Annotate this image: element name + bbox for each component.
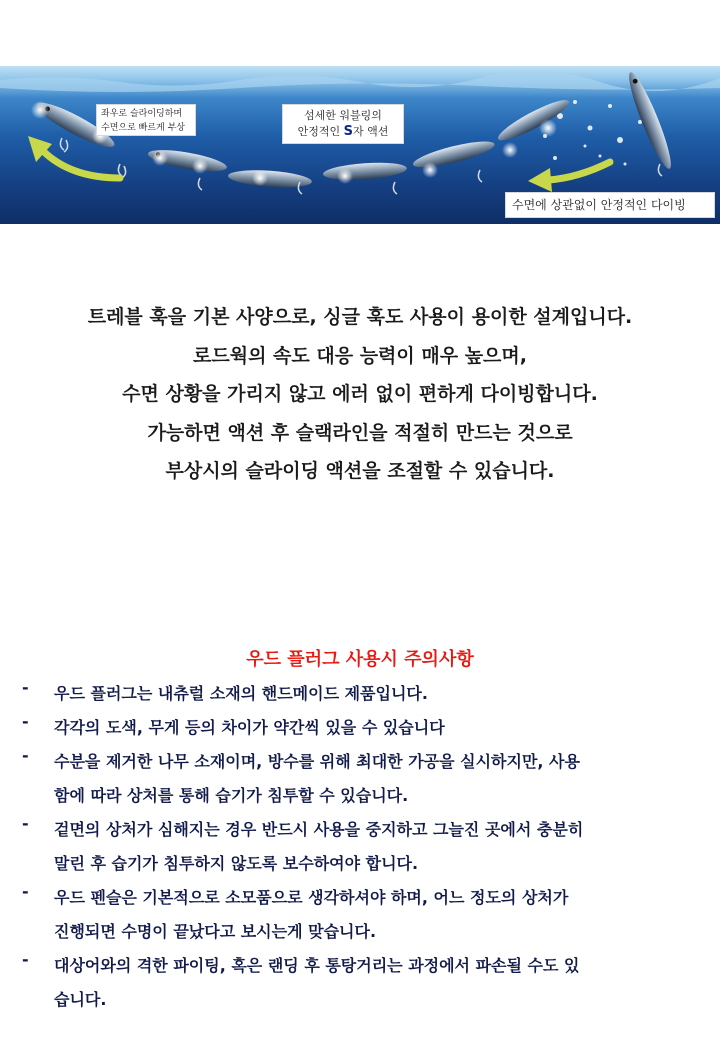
notice-title: 우드 플러그 사용시 주의사항 bbox=[246, 649, 474, 670]
notice-item-text: 진행되면 수명이 끝났다고 보시는게 맞습니다. bbox=[54, 922, 377, 941]
description-line: 부상시의 슬라이딩 액션을 조절할 수 있습니다. bbox=[165, 460, 555, 482]
notice-item-text: 겉면의 상처가 심해지는 경우 반드시 사용을 중지하고 그늘진 곳에서 충분히 bbox=[54, 820, 584, 839]
notice-item bbox=[0, 746, 720, 814]
callout-wobble bbox=[282, 104, 404, 144]
dive-arrow bbox=[528, 162, 610, 192]
notice-item-text: 수분을 제거한 나무 소재이며, 방수를 위해 최대한 가공을 실시하지만, 사용 bbox=[54, 752, 580, 771]
notice-item bbox=[0, 814, 720, 882]
callout-rise-line-2: 수면으로 빠르게 부상 bbox=[101, 123, 185, 133]
product-description bbox=[0, 298, 720, 491]
description-line: 트레블 훅을 기본 사양으로, 싱글 훅도 사용이 용이한 설계입니다. bbox=[87, 306, 633, 328]
notice-item-text: 말린 후 습기가 침투하지 않도록 보수하여야 합니다. bbox=[54, 854, 419, 873]
bullet-dash: - bbox=[22, 950, 29, 969]
callout-wobble-line-2 bbox=[289, 124, 397, 140]
callout-wobble-s: S bbox=[343, 124, 353, 139]
notice-item-text: 우드 펜슬은 기본적으로 소모품으로 생각하셔야 하며, 어느 정도의 상처가 bbox=[54, 888, 569, 907]
description-line: 수면 상황을 가리지 않고 에러 없이 편하게 다이빙합니다. bbox=[122, 383, 598, 405]
callout-wobble-line-1: 섬세한 워블링의 bbox=[304, 109, 382, 122]
notice-item-text: 우드 플러그는 내츄럴 소재의 핸드메이드 제품입니다. bbox=[54, 684, 428, 703]
callout-wobble-suffix: 자 액션 bbox=[353, 125, 389, 138]
callout-wobble-prefix: 안정적인 bbox=[297, 125, 344, 138]
callout-rise-line-1: 좌우로 슬라이딩하며 bbox=[101, 109, 183, 119]
notice-item-text: 각각의 도색, 무게 등의 차이가 약간씩 있을 수 있습니다 bbox=[54, 718, 445, 737]
notice-item bbox=[0, 882, 720, 950]
water-surface bbox=[0, 71, 720, 92]
notice-item-text: 습니다. bbox=[54, 990, 107, 1009]
notice-item-text: 함에 따라 상처를 통해 습기가 침투할 수 있습니다. bbox=[54, 786, 409, 805]
description-line: 로드웍의 속도 대응 능력이 매우 높으며, bbox=[193, 344, 527, 367]
notice-item bbox=[0, 950, 720, 1018]
callout-rise bbox=[96, 104, 196, 136]
description-line: 가능하면 액션 후 슬랙라인을 적절히 만드는 것으로 bbox=[147, 421, 573, 444]
callout-dive: 수면에 상관없이 안정적인 다이빙 bbox=[505, 192, 715, 218]
bullet-dash: - bbox=[22, 678, 29, 697]
bullet-dash: - bbox=[22, 712, 29, 731]
notice-item-text: 대상어와의 격한 파이팅, 혹은 랜딩 후 통탕거리는 과정에서 파손될 수도 있 bbox=[54, 956, 580, 975]
bullet-dash: - bbox=[22, 746, 29, 765]
bullet-dash: - bbox=[22, 814, 29, 833]
notice-item bbox=[0, 712, 720, 746]
notice-item bbox=[0, 678, 720, 712]
product-action-banner bbox=[0, 66, 720, 224]
notice-list bbox=[0, 678, 720, 1018]
bullet-dash: - bbox=[22, 882, 29, 901]
